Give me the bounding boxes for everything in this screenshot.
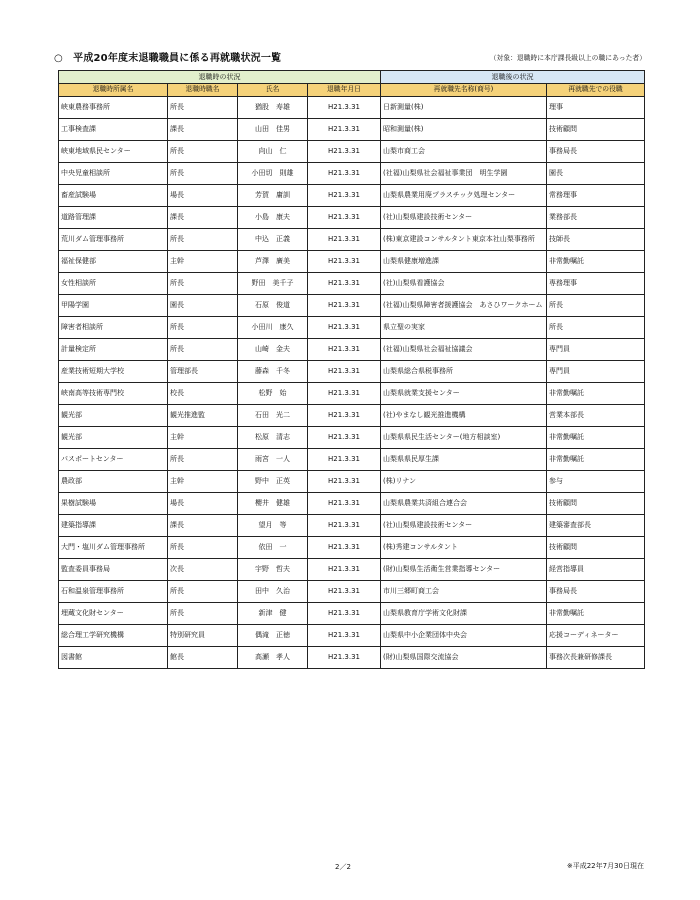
cell-org: 山梨市商工会 [381,141,547,163]
cell-position: 所長 [168,339,238,361]
cell-office: 農政部 [59,471,168,493]
cell-office: 中央児童相談所 [59,163,168,185]
table-row [59,427,645,449]
cell-role: 業務部長 [547,207,645,229]
table-row [59,251,645,273]
cell-role: 経営指導員 [547,559,645,581]
column-header-role: 再就職先での役職 [547,84,645,97]
cell-name: 中込 正義 [238,229,308,251]
cell-name: 野中 正英 [238,471,308,493]
cell-role: 事務次長兼研修課長 [547,647,645,669]
cell-name: 藤森 千冬 [238,361,308,383]
cell-date: H21.3.31 [308,625,381,647]
cell-office: 甲陽学園 [59,295,168,317]
cell-office: 図書館 [59,647,168,669]
cell-office: 福祉保健部 [59,251,168,273]
table-row [59,361,645,383]
cell-position: 校長 [168,383,238,405]
cell-role: 技術顧問 [547,493,645,515]
cell-role: 専務理事 [547,273,645,295]
cell-position: 場長 [168,185,238,207]
cell-name: 田中 久治 [238,581,308,603]
cell-position: 所長 [168,141,238,163]
cell-name: 依田 一 [238,537,308,559]
cell-office: 石和温泉管理事務所 [59,581,168,603]
cell-office: パスポートセンター [59,449,168,471]
cell-position: 所長 [168,97,238,119]
cell-date: H21.3.31 [308,97,381,119]
cell-position: 観光推進監 [168,405,238,427]
cell-name: 松野 始 [238,383,308,405]
cell-org: 山梨県農業用廃プラスチック処理センター [381,185,547,207]
cell-office: 荒川ダム管理事務所 [59,229,168,251]
cell-name: 新津 健 [238,603,308,625]
cell-position: 所長 [168,603,238,625]
page-title: ○ 平成20年度末退職職員に係る再就職状況一覧 [54,53,282,64]
cell-position: 主幹 [168,427,238,449]
group-header-row [59,71,645,84]
cell-position: 所長 [168,273,238,295]
cell-role: 園長 [547,163,645,185]
cell-name: 向山 仁 [238,141,308,163]
table-row [59,163,645,185]
cell-org: 山梨県県民厚生課 [381,449,547,471]
cell-name: 野田 美千子 [238,273,308,295]
cell-role: 非常勤嘱託 [547,603,645,625]
cell-name: 小田川 康久 [238,317,308,339]
table-row [59,273,645,295]
column-header-office: 退職時所属名 [59,84,168,97]
cell-role: 非常勤嘱託 [547,449,645,471]
target-note: （対象：退職時に本庁課長級以上の職にあった者） [489,54,646,62]
cell-org: 山梨県農業共済組合連合会 [381,493,547,515]
cell-date: H21.3.31 [308,603,381,625]
table-row [59,581,645,603]
cell-org: (財)山梨県国際交流協会 [381,647,547,669]
cell-role: 参与 [547,471,645,493]
column-header-org: 再就職先名称(商号) [381,84,547,97]
cell-office: 観光部 [59,427,168,449]
table-body [59,97,645,669]
cell-name: 偶滝 正徳 [238,625,308,647]
table-row [59,515,645,537]
cell-date: H21.3.31 [308,119,381,141]
cell-date: H21.3.31 [308,647,381,669]
table-row [59,97,645,119]
cell-date: H21.3.31 [308,361,381,383]
cell-position: 課長 [168,515,238,537]
cell-date: H21.3.31 [308,251,381,273]
cell-role: 技術顧問 [547,537,645,559]
cell-org: (社福)山梨県社会福祉協議会 [381,339,547,361]
cell-office: 総合理工学研究機構 [59,625,168,647]
table-row [59,295,645,317]
table-row [59,383,645,405]
cell-role: 所長 [547,295,645,317]
cell-position: 所長 [168,229,238,251]
cell-position: 課長 [168,119,238,141]
cell-position: 次長 [168,559,238,581]
table-row [59,119,645,141]
cell-date: H21.3.31 [308,581,381,603]
cell-role: 営業本部長 [547,405,645,427]
cell-org: (社)山梨県建設技術センター [381,207,547,229]
cell-role: 理事 [547,97,645,119]
cell-role: 所長 [547,317,645,339]
cell-position: 所長 [168,449,238,471]
group-header-before: 退職時の状況 [59,71,381,84]
table-row [59,625,645,647]
group-header-after: 退職後の状況 [381,71,645,84]
cell-date: H21.3.31 [308,537,381,559]
cell-role: 建築審査部長 [547,515,645,537]
cell-org: 市川三郷町商工会 [381,581,547,603]
cell-name: 高瀬 孝人 [238,647,308,669]
cell-org: (社)やまなし観光推進機構 [381,405,547,427]
cell-office: 埋蔵文化財センター [59,603,168,625]
cell-date: H21.3.31 [308,317,381,339]
cell-name: 猶股 寿雄 [238,97,308,119]
column-header-row [59,84,645,97]
cell-office: 計量検定所 [59,339,168,361]
table-row [59,339,645,361]
cell-org: (株)リナン [381,471,547,493]
cell-name: 松原 清志 [238,427,308,449]
cell-role: 非常勤嘱託 [547,383,645,405]
cell-name: 小田切 則雄 [238,163,308,185]
column-header-date: 退職年月日 [308,84,381,97]
cell-org: (社福)山梨県社会福祉事業団 明生学園 [381,163,547,185]
cell-role: 非常勤嘱託 [547,427,645,449]
cell-org: 山梨県就業支援センター [381,383,547,405]
cell-position: 主幹 [168,251,238,273]
cell-org: (社)山梨県建設技術センター [381,515,547,537]
cell-position: 主幹 [168,471,238,493]
cell-role: 常務理事 [547,185,645,207]
cell-name: 宇野 哲夫 [238,559,308,581]
cell-office: 観光部 [59,405,168,427]
cell-role: 非常勤嘱託 [547,251,645,273]
cell-position: 所長 [168,581,238,603]
cell-role: 専門員 [547,361,645,383]
cell-date: H21.3.31 [308,383,381,405]
cell-date: H21.3.31 [308,427,381,449]
cell-org: 山梨県教育庁学術文化財課 [381,603,547,625]
cell-date: H21.3.31 [308,185,381,207]
cell-name: 雨宮 一人 [238,449,308,471]
table-row [59,647,645,669]
cell-org: 日新測量(株) [381,97,547,119]
cell-position: 場長 [168,493,238,515]
table-row [59,471,645,493]
table-row [59,185,645,207]
cell-org: 山梨県総合県税事務所 [381,361,547,383]
cell-office: 道路管理課 [59,207,168,229]
cell-date: H21.3.31 [308,449,381,471]
cell-office: 峡南高等技術専門校 [59,383,168,405]
cell-date: H21.3.31 [308,405,381,427]
cell-date: H21.3.31 [308,273,381,295]
cell-role: 応援コーディネーター [547,625,645,647]
column-header-position: 退職時職名 [168,84,238,97]
cell-date: H21.3.31 [308,207,381,229]
cell-org: 山梨県健康増進課 [381,251,547,273]
cell-org: 山梨県中小企業団体中央会 [381,625,547,647]
cell-office: 建築指導課 [59,515,168,537]
cell-position: 所長 [168,163,238,185]
cell-role: 技師長 [547,229,645,251]
cell-date: H21.3.31 [308,471,381,493]
cell-name: 山田 佳男 [238,119,308,141]
cell-name: 芦澤 廣美 [238,251,308,273]
table-row [59,405,645,427]
cell-name: 芳賀 庸訓 [238,185,308,207]
cell-position: 課長 [168,207,238,229]
table-row [59,229,645,251]
cell-org: (財)山梨県生活衛生営業指導センター [381,559,547,581]
cell-name: 石原 俊道 [238,295,308,317]
cell-date: H21.3.31 [308,515,381,537]
table-row [59,493,645,515]
cell-name: 石田 光二 [238,405,308,427]
cell-role: 専門員 [547,339,645,361]
cell-office: 女性相談所 [59,273,168,295]
cell-office: 峡東農務事務所 [59,97,168,119]
cell-position: 管理部長 [168,361,238,383]
table-row [59,141,645,163]
cell-date: H21.3.31 [308,229,381,251]
table-row [59,559,645,581]
cell-office: 畜産試験場 [59,185,168,207]
cell-office: 大門・塩川ダム管理事務所 [59,537,168,559]
cell-office: 監査委員事務局 [59,559,168,581]
cell-office: 工事検査課 [59,119,168,141]
cell-position: 所長 [168,537,238,559]
table-row [59,603,645,625]
as-of-date: ※平成22年7月30日現在 [566,862,644,870]
cell-name: 小島 康夫 [238,207,308,229]
cell-position: 所長 [168,317,238,339]
cell-office: 障害者相談所 [59,317,168,339]
table-row [59,317,645,339]
cell-role: 技術顧問 [547,119,645,141]
cell-org: (社福)山梨県障害者援護協会 あさひワークホーム [381,295,547,317]
cell-date: H21.3.31 [308,163,381,185]
cell-date: H21.3.31 [308,559,381,581]
cell-office: 峡東地域県民センター [59,141,168,163]
cell-name: 山崎 金夫 [238,339,308,361]
cell-org: (株)東京建設コンサルタント東京本社山梨事務所 [381,229,547,251]
table-row [59,537,645,559]
table-row [59,207,645,229]
cell-date: H21.3.31 [308,339,381,361]
cell-name: 望月 等 [238,515,308,537]
cell-org: (株)秀建コンサルタント [381,537,547,559]
cell-office: 産業技術短期大学校 [59,361,168,383]
cell-org: 山梨県県民生活センター(地方相談室) [381,427,547,449]
cell-position: 特別研究員 [168,625,238,647]
column-header-name: 氏名 [238,84,308,97]
cell-position: 園長 [168,295,238,317]
cell-position: 館長 [168,647,238,669]
reemployment-table [58,70,645,669]
cell-date: H21.3.31 [308,141,381,163]
cell-org: (社)山梨県看護協会 [381,273,547,295]
cell-org: 県立聖の実家 [381,317,547,339]
page-number: 2／2 [335,863,351,871]
cell-date: H21.3.31 [308,295,381,317]
cell-date: H21.3.31 [308,493,381,515]
cell-name: 櫻井 健雄 [238,493,308,515]
cell-office: 果樹試験場 [59,493,168,515]
cell-role: 事務局長 [547,141,645,163]
table-row [59,449,645,471]
cell-org: 昭和測量(株) [381,119,547,141]
cell-role: 事務局長 [547,581,645,603]
